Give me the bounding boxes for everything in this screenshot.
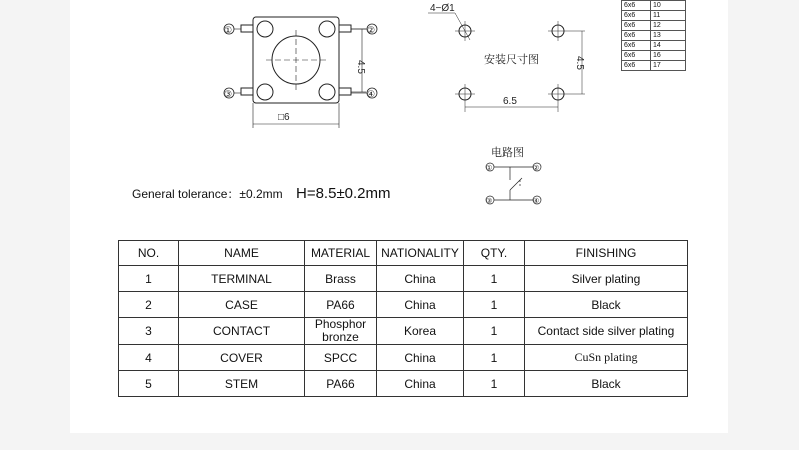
size-cell: 6x6 — [622, 11, 651, 21]
table-cell: 5 — [119, 371, 179, 397]
dimension-label: □6 — [278, 112, 290, 123]
table-cell: PA66 — [305, 292, 377, 318]
table-cell: 1 — [464, 318, 525, 345]
table-cell: 1 — [464, 345, 525, 371]
table-cell: Brass — [305, 266, 377, 292]
corner-hole — [319, 21, 335, 37]
size-cell: 6x6 — [622, 51, 651, 61]
table-cell: Contact side silver plating — [525, 318, 688, 345]
size-row — [622, 41, 686, 51]
dimension-label: 4.5 — [355, 60, 366, 74]
table-row — [119, 266, 688, 292]
size-cell: 6x6 — [622, 31, 651, 41]
table-cell: China — [377, 345, 464, 371]
column-header: MATERIAL — [305, 241, 377, 266]
table-cell: Black — [525, 292, 688, 318]
pin-label: ① — [486, 165, 493, 172]
dimension-label: 6.5 — [503, 96, 517, 107]
general-tolerance: General tolerance：±0.2mm — [132, 187, 283, 201]
size-table — [621, 0, 686, 71]
size-cell: 6x6 — [622, 61, 651, 71]
size-row — [622, 51, 686, 61]
table-cell: SPCC — [305, 345, 377, 371]
table-cell: 1 — [464, 266, 525, 292]
size-cell: 16 — [651, 51, 686, 61]
size-row — [622, 1, 686, 11]
size-row — [622, 31, 686, 41]
table-cell: 3 — [119, 318, 179, 345]
column-header: NATIONALITY — [377, 241, 464, 266]
table-row — [119, 292, 688, 318]
size-cell: 13 — [651, 31, 686, 41]
corner-hole — [257, 84, 273, 100]
table-cell: China — [377, 371, 464, 397]
table-cell: 4 — [119, 345, 179, 371]
pin-lead — [241, 25, 253, 32]
pin-label: ① — [224, 25, 233, 35]
column-header: NO. — [119, 241, 179, 266]
size-cell: 6x6 — [622, 21, 651, 31]
table-cell: CASE — [179, 292, 305, 318]
column-header: QTY. — [464, 241, 525, 266]
size-cell: 10 — [651, 1, 686, 11]
table-cell: STEM — [179, 371, 305, 397]
table-cell: 2 — [119, 292, 179, 318]
table-cell: 1 — [464, 292, 525, 318]
size-cell: 14 — [651, 41, 686, 51]
size-cell: 6x6 — [622, 1, 651, 11]
pin-label: ③ — [224, 89, 233, 99]
size-row — [622, 21, 686, 31]
table-cell: Korea — [377, 318, 464, 345]
pin-label: ② — [367, 25, 376, 35]
table-cell: China — [377, 292, 464, 318]
pin-label: ② — [533, 165, 540, 172]
pin-label: ④ — [533, 198, 540, 205]
table-cell: 1 — [464, 371, 525, 397]
mounting-label: 安装尺寸图 — [484, 54, 539, 66]
table-cell: Silver plating — [525, 266, 688, 292]
circuit-label: 电路图 — [491, 147, 524, 159]
pin-label: ④ — [367, 89, 376, 99]
table-row — [119, 371, 688, 397]
table-cell: PA66 — [305, 371, 377, 397]
table-cell: 1 — [119, 266, 179, 292]
size-cell: 12 — [651, 21, 686, 31]
column-header: NAME — [179, 241, 305, 266]
hole-spec-label: 4−Ø1 — [430, 3, 455, 14]
pin-lead — [339, 88, 351, 95]
table-cell: China — [377, 266, 464, 292]
size-cell: 11 — [651, 11, 686, 21]
table-cell: COVER — [179, 345, 305, 371]
pin-lead — [339, 25, 351, 32]
table-row — [119, 345, 688, 371]
corner-hole — [257, 21, 273, 37]
size-cell: 6x6 — [622, 41, 651, 51]
table-row — [119, 318, 688, 345]
size-row — [622, 11, 686, 21]
size-cell: 17 — [651, 61, 686, 71]
height-spec: H=8.5±0.2mm — [296, 185, 391, 202]
pin-lead — [241, 88, 253, 95]
corner-hole — [319, 84, 335, 100]
technical-drawing — [70, 0, 630, 215]
table-cell: CONTACT — [179, 318, 305, 345]
bill-of-materials-table — [118, 240, 688, 397]
table-cell: Phosphor bronze — [305, 318, 377, 345]
table-cell: Black — [525, 371, 688, 397]
size-row — [622, 61, 686, 71]
column-header: FINISHING — [525, 241, 688, 266]
table-cell: CuSn plating — [525, 345, 688, 371]
dimension-label: 4.5 — [574, 56, 585, 70]
table-cell: TERMINAL — [179, 266, 305, 292]
pin-label: ③ — [486, 198, 493, 205]
table-header-row — [119, 241, 688, 266]
